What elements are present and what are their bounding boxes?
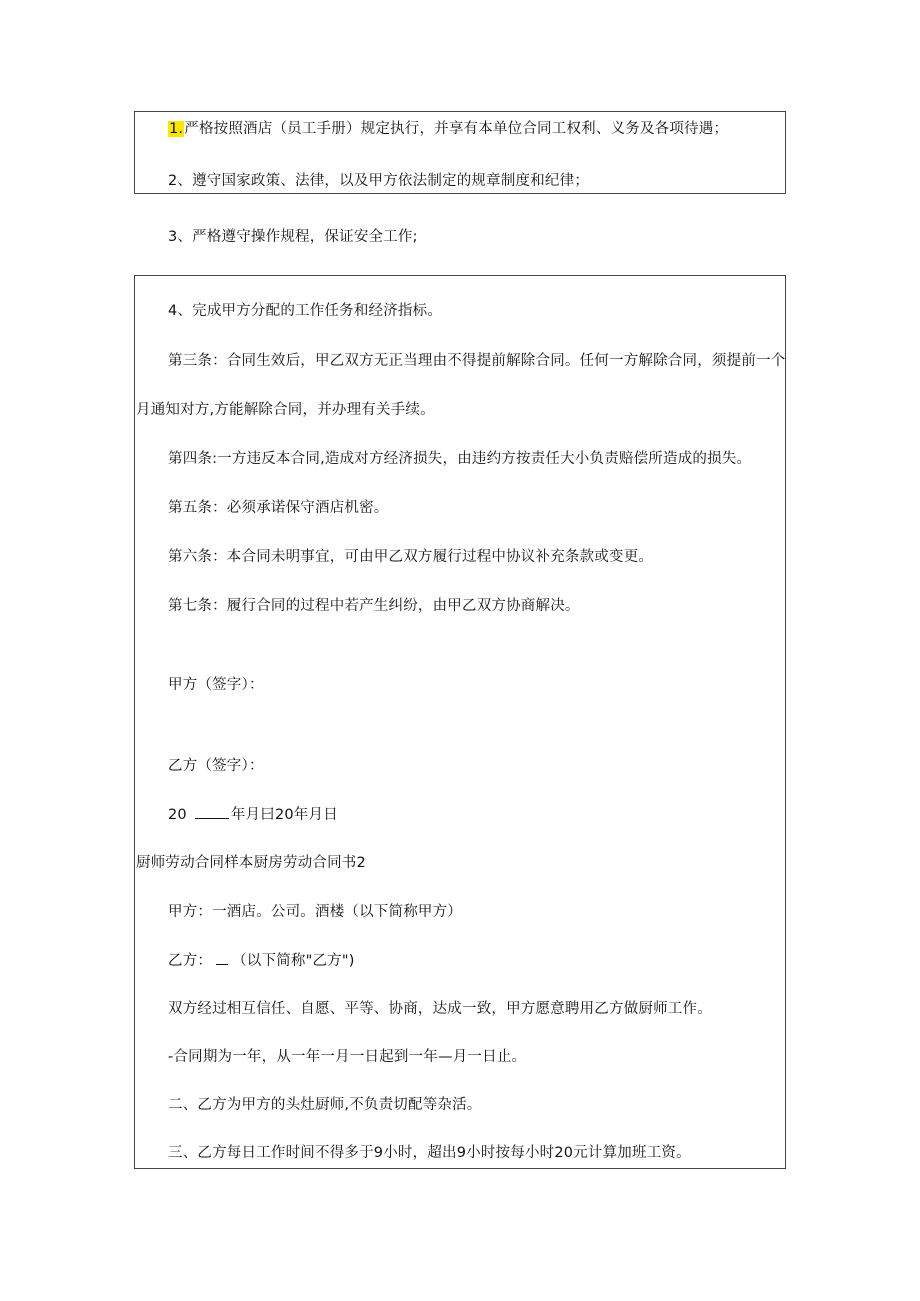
clause-item-1	[168, 120, 728, 138]
contract-2-party-b	[168, 951, 355, 970]
contract-2-clause-3: 三、乙方每日工作时间不得多于9小时，超出9小时按每小时20元计算加班工资。	[168, 1145, 691, 1161]
signing-date	[168, 805, 338, 824]
contract-2-intro: 双方经过相互信任、自愿、平等、协商，达成一致，甲方愿意聘用乙方做厨师工作。	[168, 1001, 712, 1017]
clause-item-2: 2、遵守国家政策、法律，以及甲方依法制定的规章制度和纪律；	[168, 173, 590, 189]
item-1-number: 1.	[169, 121, 184, 137]
article-6: 第六条：本合同未明事宜，可由甲乙双方履行过程中协议补充条款或变更。	[168, 549, 654, 565]
contract-2-title: 厨师劳动合同样本厨房劳动合同书2	[136, 855, 366, 871]
item-1-text: 严格按照酒店（员工手册）规定执行，并享有本单位合同工权利、义务及各项待遇；	[184, 121, 729, 137]
contract-2-clause-2: 二、乙方为甲方的头灶厨师,不负责切配等杂活。	[168, 1097, 482, 1113]
clause-item-3: 3、严格遵守操作规程，保证安全工作;	[168, 229, 418, 245]
article-3-line-2: 月通知对方,方能解除合同，并办理有关手续。	[136, 402, 435, 418]
party-a-signature: 甲方（签字）：	[168, 677, 264, 693]
party-b-note: （以下简称"乙方")	[232, 953, 355, 969]
party-b-blank	[216, 951, 228, 965]
contract-2-term: -合同期为一年，从一年一月一日起到一年—月一日止。	[168, 1049, 527, 1065]
contract-2-party-a: 甲方：一酒店。公司。酒楼（以下简称甲方）	[168, 904, 462, 920]
article-7: 第七条：履行合同的过程中若产生纠纷，由甲乙双方协商解决。	[168, 598, 580, 614]
clause-item-4: 4、完成甲方分配的工作任务和经济指标。	[168, 303, 443, 319]
party-b-label: 乙方：	[168, 953, 213, 969]
article-4: 第四条:一方违反本合同,造成对方经济损失，由违约方按责任大小负责赔偿所造成的损失。	[168, 451, 752, 467]
party-b-signature: 乙方（签字）：	[168, 758, 264, 774]
article-3-line-1: 第三条：合同生效后，甲乙双方无正当理由不得提前解除合同。任何一方解除合同，须提前一个	[168, 353, 786, 369]
date-suffix: 年月曰20年月日	[230, 807, 338, 823]
date-blank	[195, 805, 229, 819]
article-5: 第五条：必须承诺保守酒店机密。	[168, 500, 389, 516]
date-prefix: 20	[168, 807, 187, 823]
